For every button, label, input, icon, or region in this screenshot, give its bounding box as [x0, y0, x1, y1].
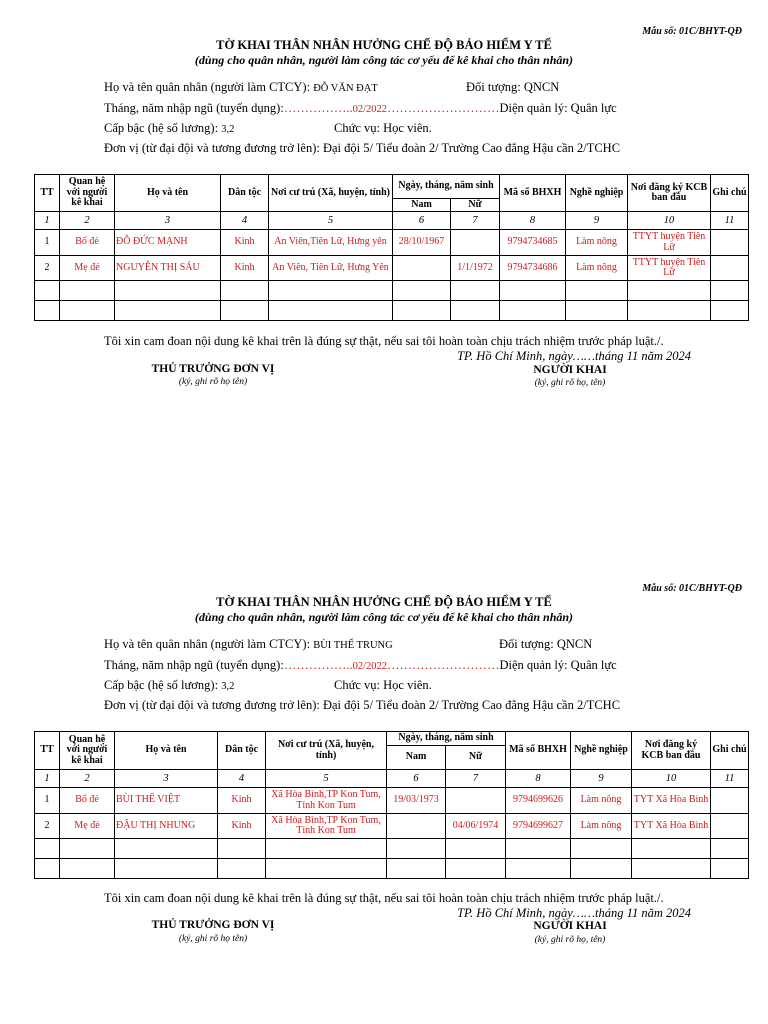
column-number: 11	[711, 212, 749, 230]
header-ethnicity: Dân tộc	[221, 175, 269, 212]
column-number: 8	[500, 212, 566, 230]
cell-occupation: Làm nông	[571, 814, 632, 839]
header-fullname: Họ và tên	[115, 732, 218, 770]
table-row	[35, 814, 749, 839]
object-value: QNCN	[556, 637, 593, 651]
cell-dob-male: 28/10/1967	[393, 230, 451, 256]
cell-dob-male: 19/03/1973	[387, 788, 446, 814]
form-title: TỜ KHAI THÂN NHÂN HƯỞNG CHẾ ĐỘ BẢO HIỂM Y TẾ	[216, 38, 552, 52]
declaration-form-2	[0, 557, 768, 1024]
table-row	[35, 230, 749, 256]
cell-registration: TTYT huyện Tiên Lữ	[628, 230, 711, 256]
cell-dob-female	[446, 788, 506, 814]
empty-row	[35, 839, 749, 859]
enlist-line	[104, 101, 617, 116]
rank-label: Cấp bậc (hệ số lương):	[104, 121, 219, 135]
column-number: 3	[115, 770, 218, 788]
column-number: 8	[506, 770, 571, 788]
cell-fullname: ĐẬU THỊ NHUNG	[115, 814, 218, 839]
column-number: 1	[35, 212, 60, 230]
header-residence: Nơi cư trú (Xã, huyện, tỉnh)	[269, 175, 393, 212]
header-female: Nữ	[451, 199, 500, 212]
column-number: 10	[628, 212, 711, 230]
cell-ethnicity: Kinh	[221, 256, 269, 281]
declarant-title: NGƯỜI KHAI	[533, 364, 607, 376]
enlist-value: 02/2022	[352, 104, 387, 115]
cell-dob-female: 04/06/1974	[446, 814, 506, 839]
cell-fullname: BÙI THẾ VIỆT	[115, 788, 218, 814]
cell-relation: Mẹ đẻ	[60, 814, 115, 839]
header-occupation: Nghề nghiệp	[566, 175, 628, 212]
empty-row	[35, 281, 749, 301]
header-relation: Quan hệ với người kê khai	[60, 175, 115, 212]
unit-head-title: THỦ TRƯỞNG ĐƠN VỊ	[151, 363, 275, 375]
cell-tt: 2	[35, 814, 60, 839]
column-number: 11	[711, 770, 749, 788]
cell-fullname: ĐỖ ĐỨC MẠNH	[115, 230, 221, 256]
column-number: 6	[387, 770, 446, 788]
soldier-name-line	[104, 80, 378, 95]
cell-insurance-code: 9794734685	[500, 230, 566, 256]
column-number: 6	[393, 212, 451, 230]
header-male: Nam	[393, 199, 451, 212]
cell-residence: An Viên, Tiên Lữ, Hưng Yên	[269, 256, 393, 281]
enlist-dots-before: ……………..	[283, 658, 353, 672]
object-label: Đối tượng:	[499, 637, 554, 651]
declarant-title: NGƯỜI KHAI	[533, 920, 607, 932]
cell-relation: Bố đẻ	[60, 788, 115, 814]
cell-registration: TYT Xã Hòa Bình	[632, 788, 711, 814]
manage-label: Diện quản lý:	[499, 101, 568, 115]
header-male: Nam	[387, 746, 446, 770]
declarant-note: (ký, ghi rõ họ, tên)	[534, 935, 606, 945]
object-line	[499, 637, 592, 652]
header-registration: Nơi đăng ký KCB ban đầu	[632, 732, 711, 770]
cell-registration: TYT Xã Hòa Bình	[632, 814, 711, 839]
cell-tt: 1	[35, 788, 60, 814]
header-relation: Quan hệ với người kê khai	[60, 732, 115, 770]
manage-value: Quân lực	[570, 658, 617, 672]
position-value: Học viên.	[383, 121, 432, 135]
object-label: Đối tượng:	[466, 80, 521, 94]
column-number: 4	[221, 212, 269, 230]
declarant-note: (ký, ghi rõ họ, tên)	[534, 378, 606, 388]
cell-note	[711, 788, 749, 814]
column-number: 3	[115, 212, 221, 230]
header-fullname: Họ và tên	[115, 175, 221, 212]
enlist-dots-after: ………………………	[387, 101, 500, 115]
unit-label: Đơn vị (từ đại đội và tương đương trở lên):	[104, 698, 320, 712]
soldier-name-line	[104, 637, 393, 652]
header-note: Ghi chú	[711, 732, 749, 770]
header-tt: TT	[35, 175, 60, 212]
header-insurance-code: Mã số BHXH	[500, 175, 566, 212]
commitment-text: Tôi xin cam đoan nội dung kê khai trên là đúng sự thật, nếu sai tôi hoàn toàn chịu trách nhiệm trước pháp luật./.	[104, 334, 664, 348]
rank-value: 3,2	[221, 681, 235, 692]
unit-head-title: THỦ TRƯỞNG ĐƠN VỊ	[151, 919, 275, 931]
header-tt: TT	[35, 732, 60, 770]
header-dob: Ngày, tháng, năm sinh	[393, 175, 500, 199]
column-number: 10	[632, 770, 711, 788]
column-number: 9	[566, 212, 628, 230]
form-title: TỜ KHAI THÂN NHÂN HƯỞNG CHẾ ĐỘ BẢO HIỂM Y TẾ	[216, 595, 552, 609]
unit-line	[104, 141, 620, 156]
object-value: QNCN	[523, 80, 560, 94]
header-registration: Nơi đăng ký KCB ban đầu	[628, 175, 711, 212]
column-number: 1	[35, 770, 60, 788]
table-row	[35, 256, 749, 281]
enlist-line	[104, 658, 617, 673]
soldier-name-value: ĐỖ VĂN ĐẠT	[313, 83, 378, 94]
form-subtitle: (dùng cho quân nhân, người làm công tác cơ yếu để kê khai cho thân nhân)	[194, 53, 574, 67]
position-label: Chức vụ:	[334, 678, 381, 692]
rank-value: 3,2	[221, 124, 235, 135]
unit-value: Đại đội 5/ Tiểu đoàn 2/ Trường Cao đẳng Hậu cần 2/TCHC	[322, 698, 621, 712]
cell-dob-female	[451, 230, 500, 256]
enlist-label: Tháng, năm nhập ngũ (tuyển dụng):	[104, 101, 284, 115]
enlist-label: Tháng, năm nhập ngũ (tuyển dụng):	[104, 658, 284, 672]
rank-line	[104, 121, 234, 136]
dependents-table	[34, 174, 749, 321]
soldier-name-label: Họ và tên quân nhân (người làm CTCY):	[104, 637, 311, 651]
cell-insurance-code: 9794699627	[506, 814, 571, 839]
cell-residence: An Viên,Tiên Lữ, Hưng yên	[269, 230, 393, 256]
header-note: Ghi chú	[711, 175, 749, 212]
cell-tt: 1	[35, 230, 60, 256]
cell-ethnicity: Kinh	[218, 814, 266, 839]
cell-relation: Bố đẻ	[60, 230, 115, 256]
header-dob: Ngày, tháng, năm sinh	[387, 732, 506, 746]
manage-label: Diện quản lý:	[499, 658, 568, 672]
header-residence: Nơi cư trú (Xã, huyện, tỉnh)	[266, 732, 387, 770]
cell-occupation: Làm nông	[566, 230, 628, 256]
column-number-row	[35, 212, 749, 230]
cell-relation: Mẹ đẻ	[60, 256, 115, 281]
header-female: Nữ	[446, 746, 506, 770]
rank-line	[104, 678, 234, 693]
table-row	[35, 788, 749, 814]
cell-tt: 2	[35, 256, 60, 281]
column-number: 2	[60, 770, 115, 788]
enlist-dots-after: ………………………	[387, 658, 500, 672]
column-number-row	[35, 770, 749, 788]
commitment-text: Tôi xin cam đoan nội dung kê khai trên là đúng sự thật, nếu sai tôi hoàn toàn chịu trách nhiệm trước pháp luật./.	[104, 891, 664, 905]
position-line	[334, 121, 432, 136]
cell-insurance-code: 9794734686	[500, 256, 566, 281]
unit-line	[104, 698, 620, 713]
soldier-name-value: BÙI THẾ TRUNG	[313, 640, 393, 651]
column-number: 4	[218, 770, 266, 788]
cell-residence: Xã Hòa Bình,TP Kon Tum, Tỉnh Kon Tum	[266, 788, 387, 814]
column-number: 2	[60, 212, 115, 230]
position-value: Học viên.	[383, 678, 432, 692]
unit-label: Đơn vị (từ đại đội và tương đương trở lên):	[104, 141, 320, 155]
cell-ethnicity: Kinh	[221, 230, 269, 256]
cell-residence: Xã Hòa Bình,TP Kon Tum, Tỉnh Kon Tum	[266, 814, 387, 839]
form-code: Mẫu số: 01C/BHYT-QĐ	[642, 26, 742, 37]
cell-dob-male	[387, 814, 446, 839]
cell-dob-female: 1/1/1972	[451, 256, 500, 281]
unit-head-note: (ký, ghi rõ họ tên)	[178, 934, 248, 944]
cell-occupation: Làm nông	[566, 256, 628, 281]
empty-row	[35, 859, 749, 879]
enlist-dots-before: ……………..	[283, 101, 353, 115]
cell-ethnicity: Kinh	[218, 788, 266, 814]
unit-head-note: (ký, ghi rõ họ tên)	[178, 377, 248, 387]
position-line	[334, 678, 432, 693]
column-number: 5	[269, 212, 393, 230]
position-label: Chức vụ:	[334, 121, 381, 135]
column-number: 5	[266, 770, 387, 788]
dependents-table	[34, 731, 749, 879]
empty-row	[35, 301, 749, 321]
cell-note	[711, 230, 749, 256]
object-line	[466, 80, 559, 95]
column-number: 7	[451, 212, 500, 230]
header-occupation: Nghề nghiệp	[571, 732, 632, 770]
cell-note	[711, 256, 749, 281]
date-line: TP. Hồ Chí Minh, ngày……tháng 11 năm 2024	[457, 349, 691, 363]
form-subtitle: (dùng cho quân nhân, người làm công tác cơ yếu để kê khai cho thân nhân)	[194, 610, 574, 624]
soldier-name-label: Họ và tên quân nhân (người làm CTCY):	[104, 80, 311, 94]
column-number: 9	[571, 770, 632, 788]
cell-dob-male	[393, 256, 451, 281]
cell-note	[711, 814, 749, 839]
enlist-value: 02/2022	[352, 661, 387, 672]
cell-fullname: NGUYỄN THỊ SÁU	[115, 256, 221, 281]
cell-registration: TTYT huyện Tiên Lữ	[628, 256, 711, 281]
form-code: Mẫu số: 01C/BHYT-QĐ	[642, 583, 742, 594]
manage-value: Quân lực	[570, 101, 617, 115]
date-line: TP. Hồ Chí Minh, ngày……tháng 11 năm 2024	[457, 906, 691, 920]
rank-label: Cấp bậc (hệ số lương):	[104, 678, 219, 692]
header-insurance-code: Mã số BHXH	[506, 732, 571, 770]
column-number: 7	[446, 770, 506, 788]
cell-occupation: Làm nông	[571, 788, 632, 814]
unit-value: Đại đội 5/ Tiểu đoàn 2/ Trường Cao đẳng Hậu cần 2/TCHC	[322, 141, 621, 155]
cell-insurance-code: 9794699626	[506, 788, 571, 814]
header-ethnicity: Dân tộc	[218, 732, 266, 770]
